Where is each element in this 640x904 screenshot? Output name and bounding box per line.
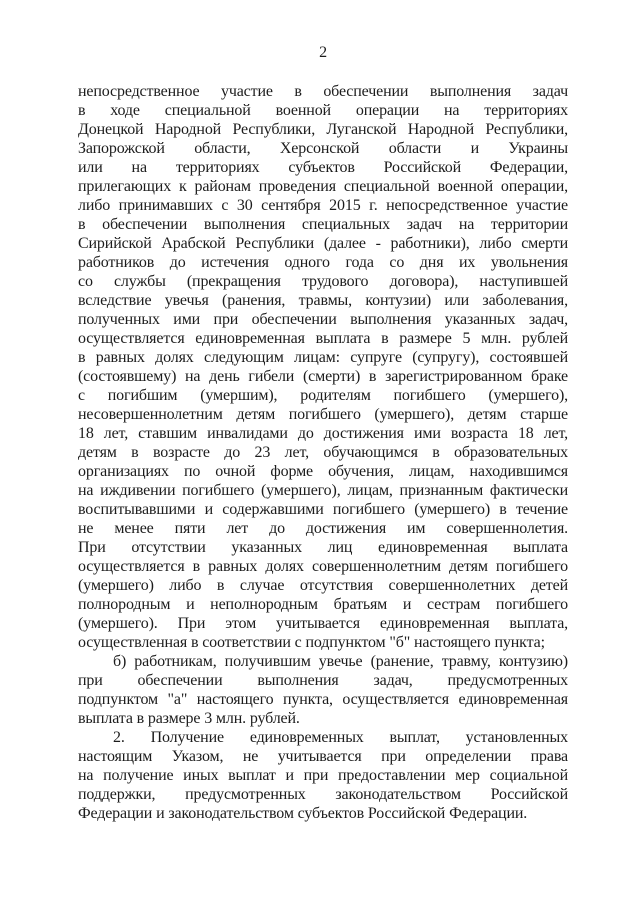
text-line: поддержки, предусмотренных законодательством Российской (78, 786, 568, 803)
text-line: либо принимавших с 30 сентября 2015 г. непосредственное участие (78, 197, 568, 214)
text-line: осуществляется единовременная выплата в размере 5 млн. рублей (78, 330, 568, 347)
text-line: или на территориях субъектов Российской Федерации, (78, 159, 568, 176)
text-line: Запорожской области, Херсонской области и Украины (78, 140, 568, 157)
text-line: несовершеннолетним детям погибшего (умершего), детям старше (78, 406, 568, 423)
text-line: вследствие увечья (ранения, травмы, контузии) или заболевания, (78, 292, 568, 309)
text-line: 2. Получение единовременных выплат, установленных (113, 729, 568, 746)
text-line: б) работникам, получившим увечье (ранение, травму, контузию) (113, 653, 568, 670)
text-line: (умершего) либо в случае отсутствия совершеннолетних детей (78, 577, 568, 594)
text-line: выплата в размере 3 млн. рублей. (78, 710, 300, 727)
text-line: работников до истечения одного года со дня их увольнения (78, 254, 568, 271)
text-line: на иждивении погибшего (умершего), лицам, признанным фактически (78, 482, 568, 499)
text-line: детям в возрасте до 23 лет, обучающимся в образовательных (78, 444, 568, 461)
text-line: (состоявшему) на день гибели (смерти) в зарегистрированном браке (78, 368, 568, 385)
text-line: при обеспечении выполнения задач, предусмотренных (78, 672, 568, 689)
text-line: со службы (прекращения трудового договора), наступившей (78, 273, 568, 290)
text-line: подпунктом "а" настоящего пункта, осуществляется единовременная (78, 691, 568, 708)
text-line: воспитывавшими и содержавшими погибшего (умершего) в течение (78, 501, 568, 518)
text-line: организациях по очной форме обучения, лицам, находившимся (78, 463, 568, 480)
text-line: не менее пяти лет до достижения им совершеннолетия. (78, 520, 568, 537)
text-line: полученных ими при обеспечении выполнения указанных задач, (78, 311, 568, 328)
text-line: непосредственное участие в обеспечении выполнения задач (78, 83, 568, 100)
text-line: на получение иных выплат и при предоставлении мер социальной (78, 767, 568, 784)
text-line: Федерации и законодательством субъектов Российской Федерации. (78, 805, 528, 822)
text-line: в ходе специальной военной операции на территориях (78, 102, 568, 119)
text-line: При отсутствии указанных лиц единовременная выплата (78, 539, 568, 556)
text-line: прилегающих к районам проведения специальной военной операции, (78, 178, 568, 195)
text-line: с погибшим (умершим), родителям погибшего (умершего), (78, 387, 568, 404)
text-line: в обеспечении выполнения специальных задач на территории (78, 216, 568, 233)
page-body (78, 82, 568, 823)
text-line: 18 лет, ставшим инвалидами до достижения ими возраста 18 лет, (78, 425, 568, 442)
text-line: Сирийской Арабской Республики (далее - работники), либо смерти (78, 235, 568, 252)
text-line: осуществленная в соответствии с подпунктом "б" настоящего пункта; (78, 634, 545, 651)
text-line: осуществляется в равных долях совершеннолетним детям погибшего (78, 558, 568, 575)
page-number: 2 (319, 44, 327, 61)
text-line: (умершего). При этом учитывается единовременная выплата, (78, 615, 568, 632)
text-line: Донецкой Народной Республики, Луганской Народной Республики, (78, 121, 568, 138)
text-line: настоящим Указом, не учитывается при определении права (78, 748, 568, 765)
text-line: в равных долях следующим лицам: супруге (супругу), состоявшей (78, 349, 568, 366)
text-line: полнородным и неполнородным братьям и сестрам погибшего (78, 596, 568, 613)
